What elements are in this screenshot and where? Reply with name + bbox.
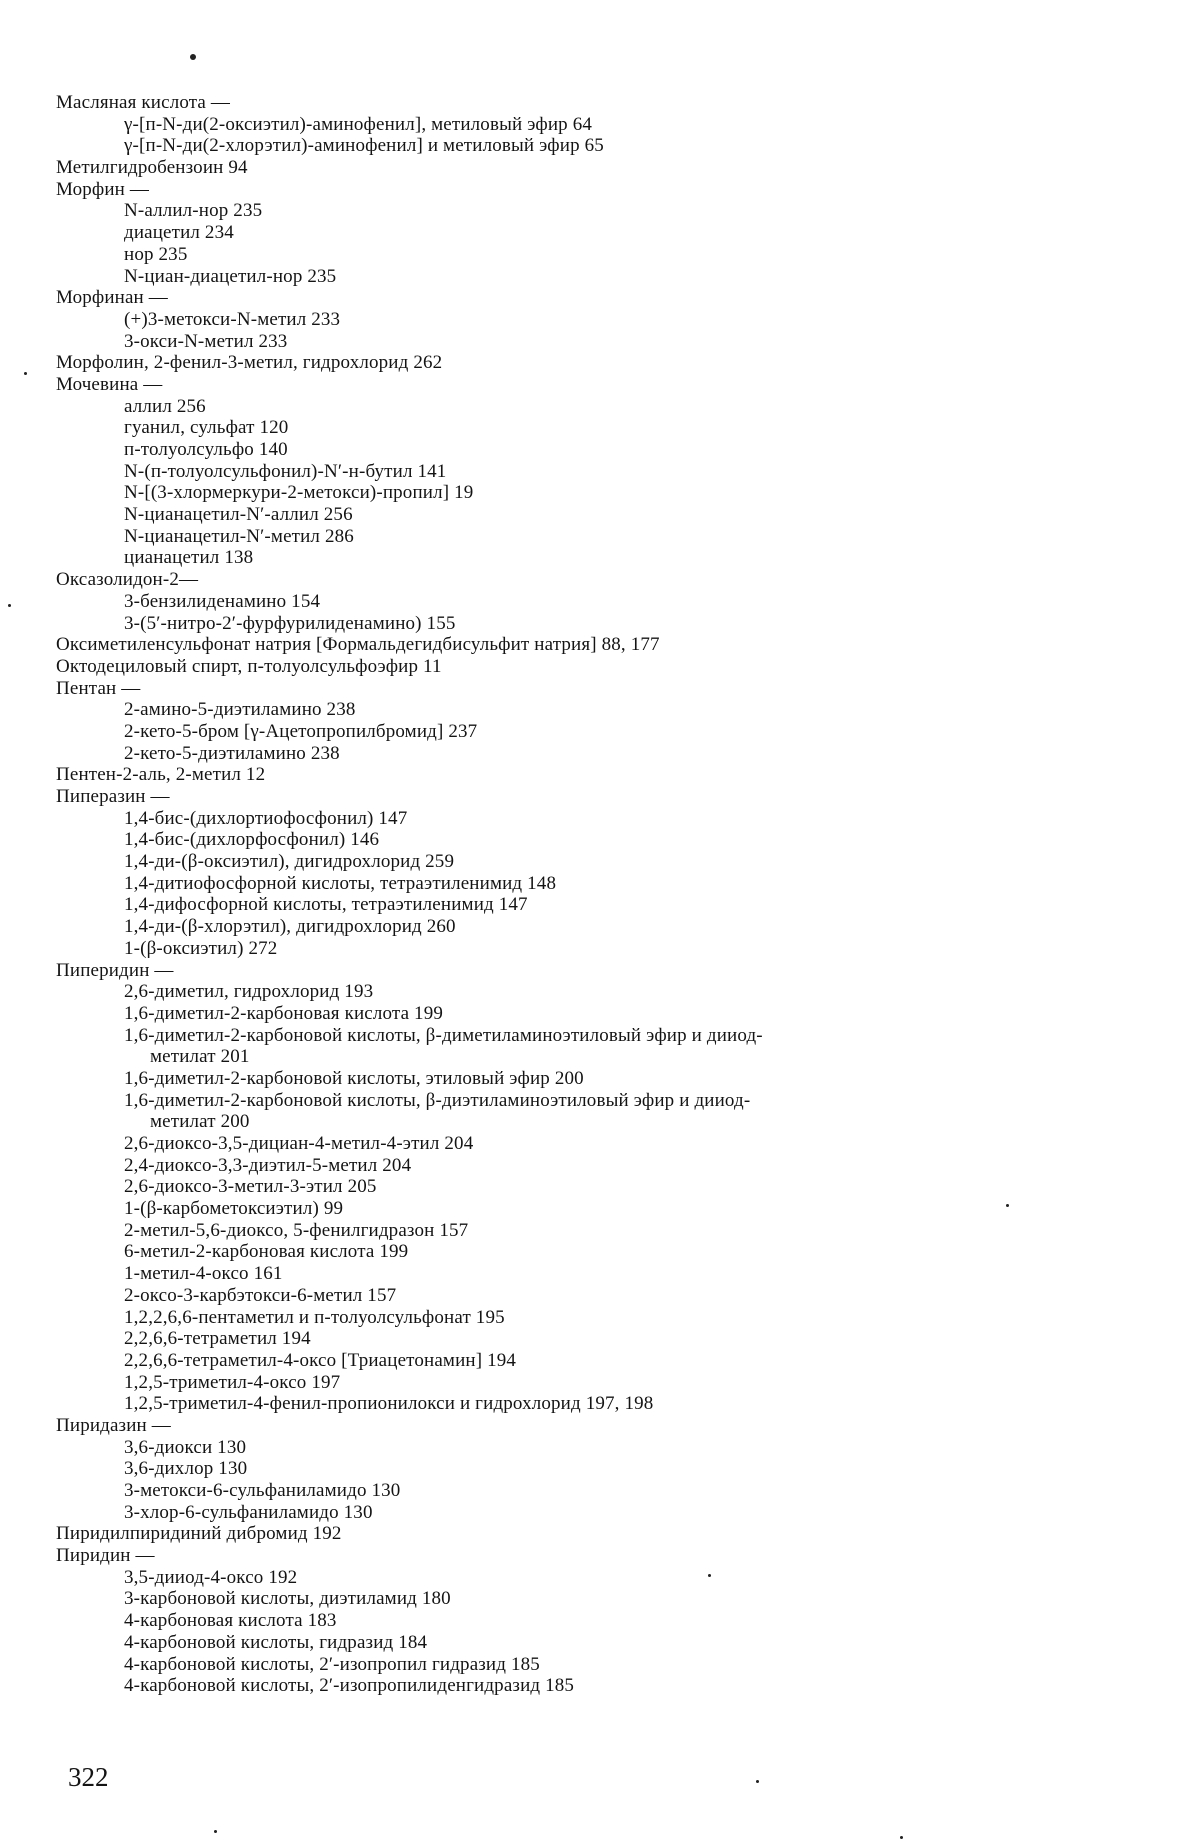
index-subentry: 2,6-диоксо-3-метил-3-этил 205 bbox=[124, 1176, 377, 1198]
index-subentry: 1,6-диметил-2-карбоновая кислота 199 bbox=[124, 1002, 444, 1024]
index-subentry: 2,6-диметил, гидрохлорид 193 bbox=[124, 981, 374, 1003]
scan-speck bbox=[756, 1780, 759, 1783]
index-subentry: 1,2,2,6,6-пентаметил и п-толуолсульфонат 195 bbox=[124, 1306, 505, 1328]
scan-speck bbox=[214, 1830, 217, 1833]
index-subentry: диацетил 234 bbox=[124, 222, 234, 244]
scan-speck bbox=[8, 604, 11, 607]
index-subentry: N-цианацетил-N′-метил 286 bbox=[124, 525, 354, 547]
index-subentry: 1,4-дитиофосфорной кислоты, тетраэтиленимид 148 bbox=[124, 872, 557, 894]
scan-speck bbox=[900, 1836, 903, 1839]
index-subentry: 1,6-диметил-2-карбоновой кислоты, β-диэтиламиноэтиловый эфир и дииод- bbox=[124, 1089, 751, 1111]
index-subentry: 1,4-ди-(β-оксиэтил), дигидрохлорид 259 bbox=[124, 851, 455, 873]
index-subentry: 2-оксо-3-карбэтокси-6-метил 157 bbox=[124, 1284, 397, 1306]
index-subentry: 1,6-диметил-2-карбоновой кислоты, β-диметиламиноэтиловый эфир и дииод- bbox=[124, 1024, 763, 1046]
index-subentry: 2,4-диоксо-3,3-диэтил-5-метил 204 bbox=[124, 1154, 412, 1176]
index-continuation: метилат 200 bbox=[150, 1111, 250, 1133]
index-heading: Оксиметиленсульфонат натрия [Формальдегидбисульфит натрия] 88, 177 bbox=[56, 634, 660, 656]
index-heading: Пиридазин — bbox=[56, 1414, 171, 1436]
index-heading: Морфинан — bbox=[56, 287, 168, 309]
index-subentry: 2-кето-5-диэтиламино 238 bbox=[124, 742, 340, 764]
index-subentry: 2,6-диоксо-3,5-дициан-4-метил-4-этил 204 bbox=[124, 1133, 474, 1154]
index-subentry: 3-бензилиденамино 154 bbox=[124, 590, 321, 612]
index-subentry: 1,4-бис-(дихлорфосфонил) 146 bbox=[124, 829, 380, 851]
subject-index bbox=[56, 92, 1096, 1697]
index-subentry: 2,2,6,6-тетраметил-4-оксо [Триацетонамин] 194 bbox=[124, 1349, 517, 1371]
index-subentry: 1,2,5-триметил-4-оксо 197 bbox=[124, 1371, 341, 1393]
index-subentry: 2-амино-5-диэтиламино 238 bbox=[124, 699, 356, 721]
scan-speck bbox=[1006, 1204, 1009, 1207]
index-heading: Октодециловый спирт, п-толуолсульфоэфир 11 bbox=[56, 655, 442, 677]
index-heading: Мочевина — bbox=[56, 373, 163, 395]
index-subentry: γ-[п-N-ди(2-оксиэтил)-аминофенил], метиловый эфир 64 bbox=[124, 113, 593, 135]
index-subentry: гуанил, сульфат 120 bbox=[124, 417, 289, 439]
scan-speck bbox=[708, 1574, 711, 1577]
index-subentry: 4-карбоновой кислоты, 2′-изопропилиденгидразид 185 bbox=[124, 1675, 575, 1697]
index-subentry: 1,4-дифосфорной кислоты, тетраэтиленимид 147 bbox=[124, 894, 528, 916]
index-subentry: 4-карбоновая кислота 183 bbox=[124, 1610, 337, 1632]
index-subentry: 6-метил-2-карбоновая кислота 199 bbox=[124, 1241, 409, 1263]
index-subentry: 3,5-дииод-4-оксо 192 bbox=[124, 1566, 298, 1588]
index-subentry: 3-метокси-6-сульфаниламидо 130 bbox=[124, 1480, 401, 1501]
index-heading: Пиридин — bbox=[56, 1545, 155, 1567]
index-subentry: N-аллил-нор 235 bbox=[124, 200, 263, 222]
index-subentry: 2-метил-5,6-диоксо, 5-фенилгидразон 157 bbox=[124, 1219, 469, 1241]
index-heading: Метилгидробензоин 94 bbox=[56, 157, 248, 179]
index-subentry: N-(п-толуолсульфонил)-N′-н-бутил 141 bbox=[124, 460, 447, 482]
index-heading: Морфолин, 2-фенил-3-метил, гидрохлорид 262 bbox=[56, 352, 443, 374]
index-subentry: 2,2,6,6-тетраметил 194 bbox=[124, 1328, 311, 1350]
index-subentry: 1-(β-оксиэтил) 272 bbox=[124, 937, 278, 959]
index-subentry: 4-карбоновой кислоты, гидразид 184 bbox=[124, 1631, 428, 1653]
index-subentry: 3-карбоновой кислоты, диэтиламид 180 bbox=[124, 1588, 451, 1610]
index-subentry: аллил 256 bbox=[124, 395, 206, 417]
index-subentry: γ-[п-N-ди(2-хлорэтил)-аминофенил] и метиловый эфир 65 bbox=[124, 135, 604, 157]
index-heading: Масляная кислота — bbox=[56, 92, 231, 113]
index-subentry: 1,4-бис-(дихлортиофосфонил) 147 bbox=[124, 807, 408, 829]
index-subentry: N-[(3-хлормеркури-2-метокси)-пропил] 19 bbox=[124, 482, 474, 504]
index-subentry: 3,6-дихлор 130 bbox=[124, 1458, 248, 1480]
scan-speck bbox=[24, 372, 27, 375]
index-heading: Пентен-2-аль, 2-метил 12 bbox=[56, 764, 266, 786]
scan-speck bbox=[190, 54, 196, 60]
index-heading: Пиридилпиридиний дибромид 192 bbox=[56, 1523, 342, 1545]
index-subentry: 4-карбоновой кислоты, 2′-изопропил гидразид 185 bbox=[124, 1653, 540, 1675]
index-heading: Пентан — bbox=[56, 677, 141, 699]
index-subentry: N-цианацетил-N′-аллил 256 bbox=[124, 504, 353, 526]
index-subentry: 1-(β-карбометоксиэтил) 99 bbox=[124, 1198, 344, 1220]
index-heading: Пиперидин — bbox=[56, 959, 174, 981]
index-subentry: (+)3-метокси-N-метил 233 bbox=[124, 308, 341, 330]
index-subentry: нор 235 bbox=[124, 243, 188, 265]
index-subentry: 1,6-диметил-2-карбоновой кислоты, этиловый эфир 200 bbox=[124, 1067, 584, 1089]
index-subentry: 1,2,5-триметил-4-фенил-пропионилокси и гидрохлорид 197, 198 bbox=[124, 1393, 654, 1415]
index-continuation: метилат 201 bbox=[150, 1046, 250, 1068]
index-subentry: цианацетил 138 bbox=[124, 547, 254, 569]
index-heading: Оксазолидон-2— bbox=[56, 569, 199, 591]
index-subentry: 3-хлор-6-сульфаниламидо 130 bbox=[124, 1501, 373, 1523]
index-heading: Морфин — bbox=[56, 178, 150, 200]
index-subentry: 3-окси-N-метил 233 bbox=[124, 330, 288, 352]
index-heading: Пиперазин — bbox=[56, 786, 170, 807]
index-subentry: 3,6-диокси 130 bbox=[124, 1436, 247, 1458]
index-subentry: 3-(5′-нитро-2′-фурфурилиденамино) 155 bbox=[124, 612, 456, 634]
index-subentry: п-толуолсульфо 140 bbox=[124, 439, 288, 460]
index-subentry: 2-кето-5-бром [γ-Ацетопропилбромид] 237 bbox=[124, 720, 478, 742]
index-subentry: 1-метил-4-оксо 161 bbox=[124, 1263, 283, 1285]
index-subentry: N-циан-диацетил-нор 235 bbox=[124, 265, 337, 287]
page-number: 322 bbox=[68, 1762, 109, 1792]
index-subentry: 1,4-ди-(β-хлорэтил), дигидрохлорид 260 bbox=[124, 916, 456, 938]
